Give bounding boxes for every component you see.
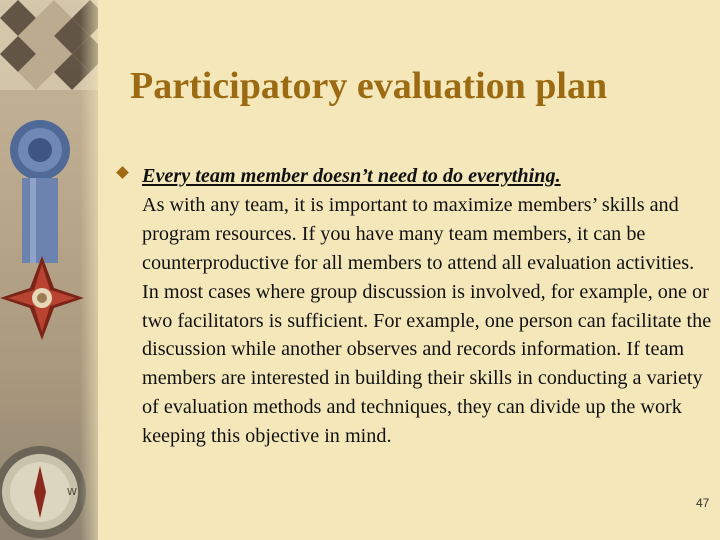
- page-number: 47: [696, 496, 710, 510]
- svg-text:W: W: [67, 487, 77, 498]
- slide-title: Participatory evaluation plan: [130, 65, 608, 107]
- bullet-lead: Every team member doesn’t need to do everything.: [142, 165, 561, 187]
- diamond-bullet-icon: [116, 166, 129, 179]
- ribbon-rosette: [10, 120, 70, 180]
- cross-medal: [0, 256, 84, 340]
- compass: [0, 446, 86, 538]
- bullet-text: [142, 162, 714, 451]
- sidebar-fade: [80, 0, 110, 540]
- slide-body: [118, 162, 714, 451]
- blue-ribbon: [22, 178, 58, 263]
- bullet-paragraph: As with any team, it is important to maximize members’ skills and program resources. If you have many team members, it can be counterproductive for all members to attend all evaluation activities. In most cases where group discussion is involved, for example, one or two facilitators is sufficient. For example, one person can facilitate the discussion while another observes and records information. If team members are interested in building their skills in conducting a variety of evaluation methods and techniques, they can divide up the work keeping this objective in mind.: [142, 193, 712, 448]
